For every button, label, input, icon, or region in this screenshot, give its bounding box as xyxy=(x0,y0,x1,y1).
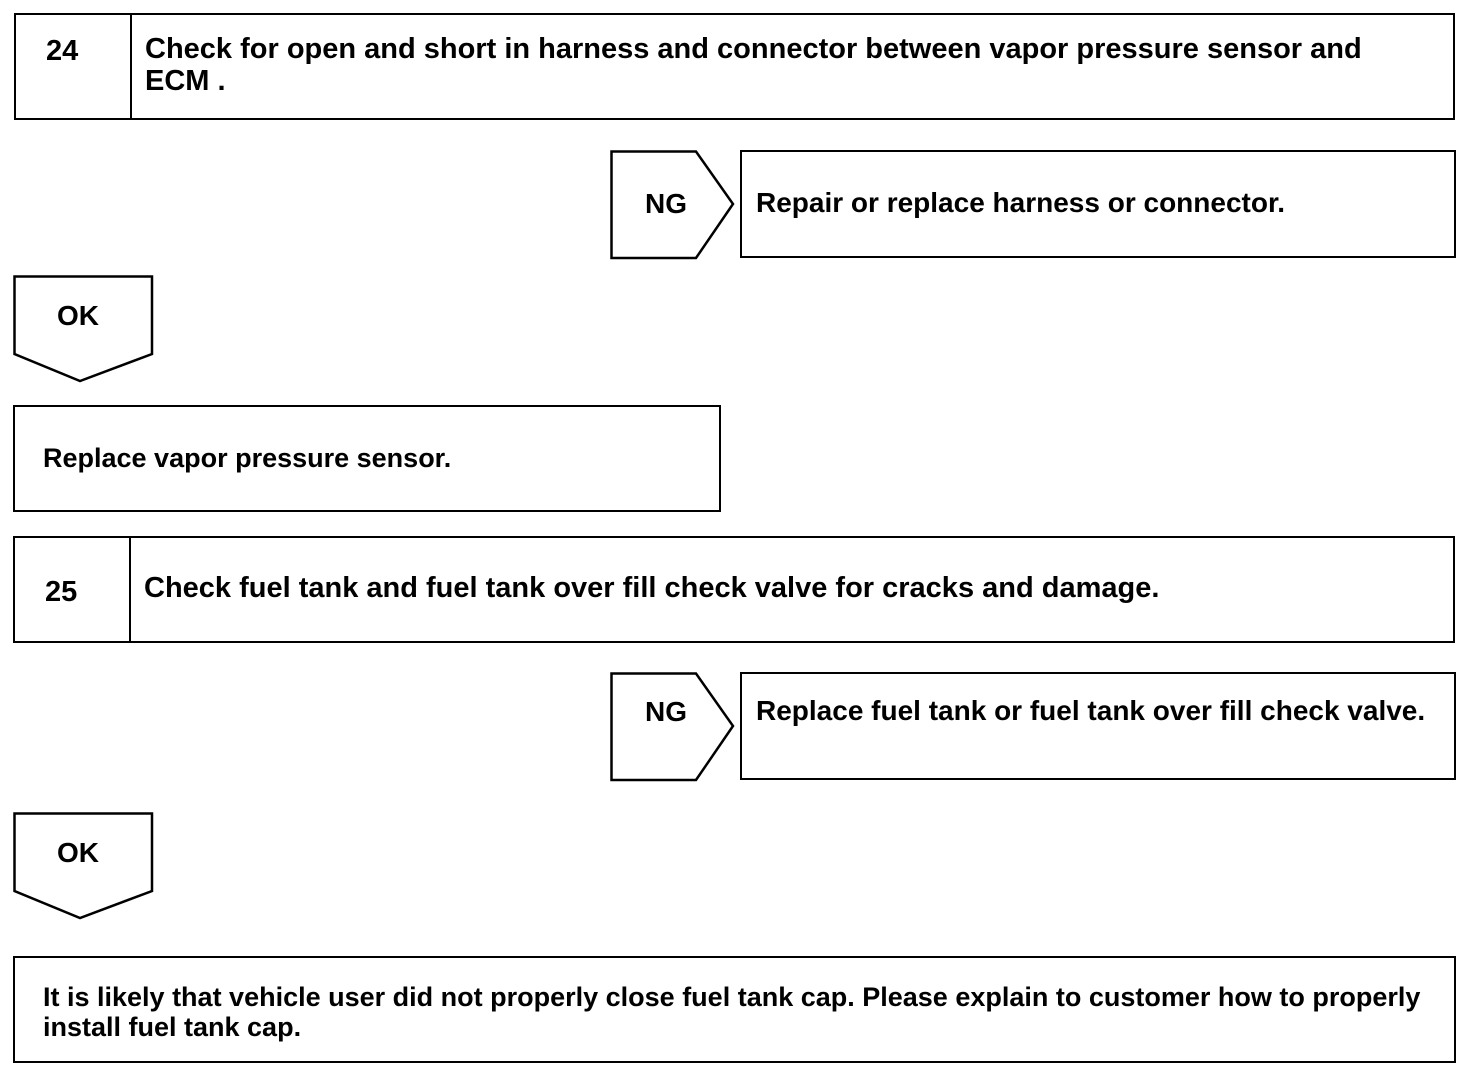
final-action-text: It is likely that vehicle user did not properly close fuel tank cap. Please explain to customer how to properly install fuel tank cap. xyxy=(43,982,1421,1042)
ok-action-box xyxy=(13,405,721,512)
step-instruction: Check for open and short in harness and connector between vapor pressure sensor and ECM . xyxy=(145,33,1362,97)
step-number-cell xyxy=(16,15,132,118)
step-number-cell xyxy=(15,538,131,641)
ok-label: OK xyxy=(57,300,99,331)
ng-action-text: Repair or replace harness or connector. xyxy=(756,187,1286,218)
step-24-box xyxy=(14,13,1455,120)
ng-label: NG xyxy=(645,188,687,219)
step-number: 25 xyxy=(45,576,78,608)
step-25-box xyxy=(13,536,1455,643)
ok-label: OK xyxy=(57,837,99,868)
ng-action-text: Replace fuel tank or fuel tank over fill check valve. xyxy=(756,695,1426,726)
ng-label: NG xyxy=(645,696,687,727)
step-instruction: Check fuel tank and fuel tank over fill check valve for cracks and damage. xyxy=(144,572,1160,604)
step-number: 24 xyxy=(46,35,79,67)
final-action-box xyxy=(13,956,1456,1063)
ok-action-text: Replace vapor pressure sensor. xyxy=(43,443,452,473)
ng-action-box xyxy=(740,150,1456,258)
ng-action-box xyxy=(740,672,1456,780)
